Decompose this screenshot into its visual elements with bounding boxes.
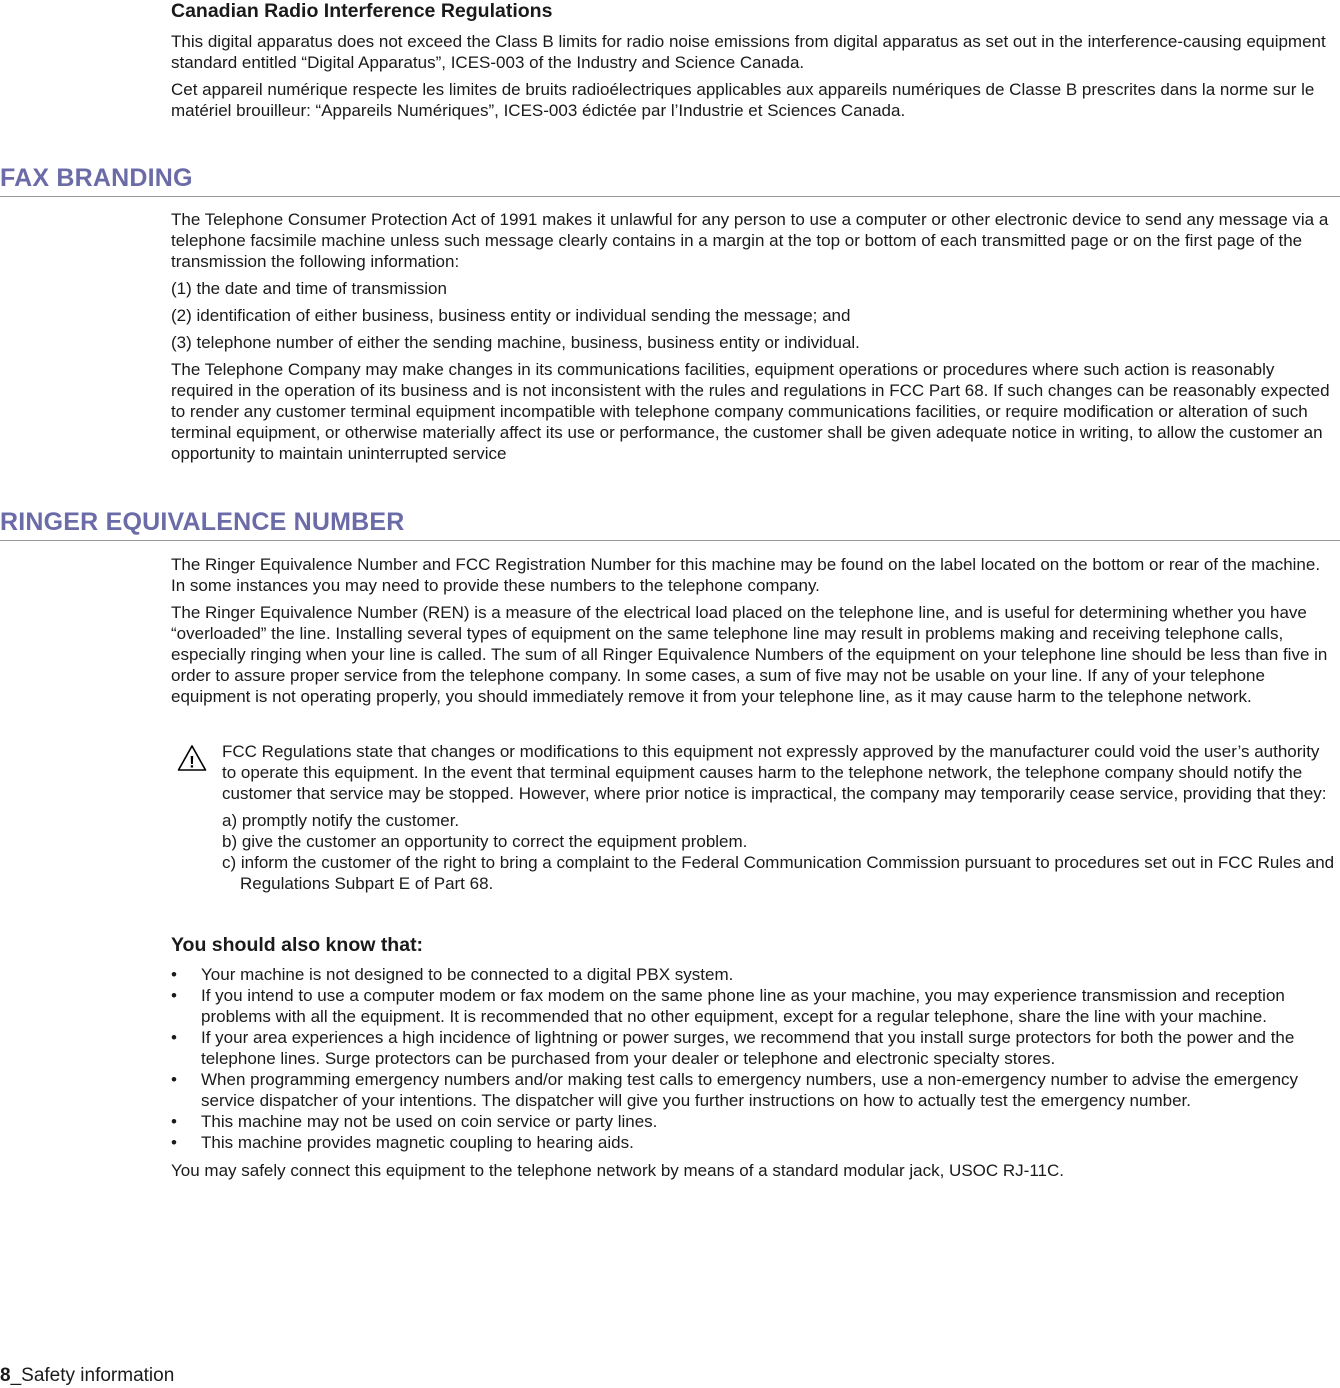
fax-paragraph-1: The Telephone Consumer Protection Act of 1991 makes it unlawful for any person to use a computer or other electronic device to send any message via a telephone facsimile machine unless such message clearly contains in a margin at the top or bottom of each transmitted page or on the first page of the transmission the following information: (171, 210, 1329, 271)
bullet-marker: • (171, 1112, 177, 1131)
footer-label: _Safety information (10, 1365, 175, 1386)
bullet-text: If your area experiences a high incidence of lightning or power surges, we recommend that you install surge protectors for both the power and the telephone lines. Surge protectors can be purchased from your dealer or telephone and electronic specialty stores. (201, 1028, 1295, 1068)
bullet-marker: • (171, 1028, 177, 1047)
fax-item-1: (1) the date and time of transmission (171, 279, 447, 298)
know-bullet-item (171, 1027, 1337, 1069)
ringer-paragraph-2: The Ringer Equivalence Number (REN) is a measure of the electrical load placed on the telephone line, and is useful for determining whether you have “overloaded” the line. Installing several types of equipment on the same telephone line may result in problems making and receiving telephone calls, especially ringing when your line is called. The sum of all Ringer Equivalence Numbers of the equipment on your telephone line should be less than five in order to assure proper service from the telephone company. In some cases, a sum of five may not be usable on your line. If any of your telephone equipment is not operating properly, you should immediately remove it from your telephone line, as it may cause harm to the telephone network. (171, 603, 1328, 706)
bullet-marker: • (171, 986, 177, 1005)
bullet-marker: • (171, 1070, 177, 1089)
ringer-paragraph-1: The Ringer Equivalence Number and FCC Registration Number for this machine may be found on the label located on the bottom or rear of the machine. In some instances you may need to provide these numbers to the telephone company. (171, 555, 1321, 595)
caution-icon-glyph: ! (189, 752, 195, 772)
caution-note-text: FCC Regulations state that changes or modifications to this equipment not expressly approved by the manufacturer could void the user’s authority to operate this equipment. In the event that terminal equipment causes harm to the telephone network, the telephone company should notify the customer that service may be stopped. However, where prior notice is impractical, the company may temporarily cease service, providing that they: (222, 742, 1327, 803)
fax-heading: FAX BRANDING (0, 164, 193, 192)
know-bullet-list (171, 964, 1337, 1153)
caution-item-b: b) give the customer an opportunity to correct the equipment problem. (222, 832, 748, 851)
ringer-section (171, 554, 1337, 707)
canadian-paragraph-fr: Cet appareil numérique respecte les limites de bruits radioélectriques applicables aux appareils numériques de Classe B prescrites dans la norme sur le matériel brouilleur: “Appareils Numériques”, ICES-003 édictée par l’Industrie et Sciences Canada. (171, 80, 1315, 120)
bullet-text: This machine provides magnetic coupling to hearing aids. (201, 1133, 634, 1152)
know-section (171, 934, 1337, 1181)
page-number: 8 (0, 1365, 11, 1386)
bullet-marker: • (171, 1133, 177, 1152)
canadian-section (171, 0, 1337, 121)
fax-item-2: (2) identification of either business, business entity or individual sending the message; and (171, 306, 851, 325)
closing-paragraph: You may safely connect this equipment to the telephone network by means of a standard modular jack, USOC RJ-11C. (171, 1161, 1064, 1180)
page-footer (0, 1365, 174, 1387)
ringer-section-header (0, 508, 1340, 541)
know-bullet-item (171, 1069, 1337, 1111)
bullet-text: Your machine is not designed to be connected to a digital PBX system. (201, 965, 734, 984)
bullet-text: This machine may not be used on coin service or party lines. (201, 1112, 658, 1131)
know-bullet-item (171, 964, 1337, 985)
ringer-heading: RINGER EQUIVALENCE NUMBER (0, 508, 405, 536)
fax-section (171, 209, 1337, 464)
fax-section-header (0, 164, 1340, 197)
fax-item-3: (3) telephone number of either the sending machine, business, business entity or individual. (171, 333, 860, 352)
bullet-marker: • (171, 965, 177, 984)
caution-item-a: a) promptly notify the customer. (222, 811, 460, 830)
know-heading: You should also know that: (171, 934, 424, 956)
caution-item-c: c) inform the customer of the right to bring a complaint to the Federal Communication Commission pursuant to procedures set out in FCC Rules and Regulations Subpart E of Part 68. (222, 853, 1335, 893)
caution-note (222, 741, 1337, 894)
canadian-heading: Canadian Radio Interference Regulations (171, 0, 553, 22)
canadian-paragraph-en: This digital apparatus does not exceed the Class B limits for radio noise emissions from digital apparatus as set out in the interference-causing equipment standard entitled “Digital Apparatus”, ICES-003 of the Industry and Science Canada. (171, 32, 1326, 72)
know-bullet-item (171, 1132, 1337, 1153)
bullet-text: When programming emergency numbers and/or making test calls to emergency numbers, use a non-emergency number to advise the emergency service dispatcher of your intentions. The dispatcher will give you further instructions on how to actually test the emergency number. (201, 1070, 1299, 1110)
fax-paragraph-2: The Telephone Company may make changes in its communications facilities, equipment operations or procedures where such action is reasonably required in the operation of its business and is not inconsistent with the rules and regulations in FCC Part 68. If such changes can be reasonably expected to render any customer terminal equipment incompatible with telephone company communications facilities, or require modification or alteration of such terminal equipment, or otherwise materially affect its use or performance, the customer shall be given adequate notice in writing, to allow the customer an opportunity to maintain uninterrupted service (171, 360, 1330, 463)
know-bullet-item (171, 985, 1337, 1027)
bullet-text: If you intend to use a computer modem or fax modem on the same phone line as your machine, you may experience transmission and reception problems with all the equipment. It is recommended that no other equipment, except for a regular telephone, share the line with your machine. (201, 986, 1285, 1026)
know-bullet-item (171, 1111, 1337, 1132)
caution-icon (177, 744, 207, 777)
